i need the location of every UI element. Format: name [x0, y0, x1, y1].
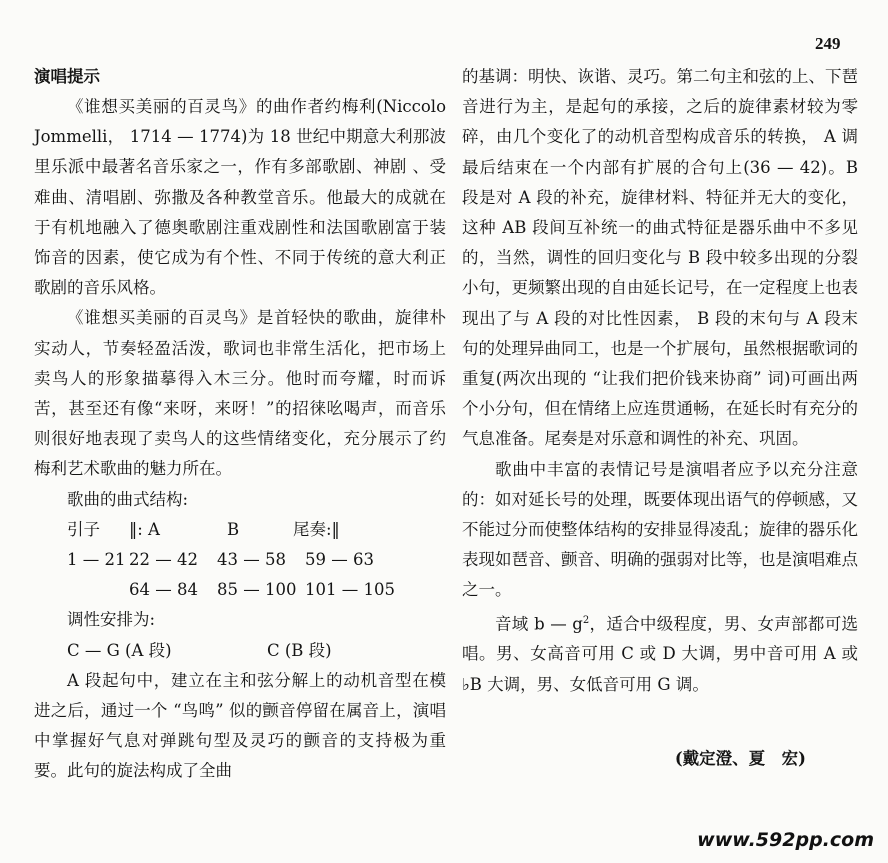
- paragraph-expression: 歌曲中丰富的表情记号是演唱者应予以充分注意的：如对延长号的处理，既要体现出语气的停顿感，又不能过分而使整体结构的安排显得凌乱；旋律的器乐化表现如琶音、颤音、明确的强弱对比等，也是演唱难点之一。: [462, 459, 858, 600]
- page-number: 249: [815, 34, 841, 53]
- structure-row: 1 — 21 22 — 42 43 — 58 59 — 63: [67, 550, 374, 570]
- structure-title: 歌曲的曲式结构:: [67, 489, 189, 509]
- watermark: www.592pp.com: [697, 829, 874, 851]
- section-heading: 演唱提示: [34, 67, 100, 86]
- key-title: 调性安排为:: [67, 610, 156, 630]
- form-structure: [34, 485, 446, 666]
- paragraph-range: 音域 b — $g^2$，适合中级程度，男、女声部都可选唱。男、女高音可用 C 或 D 大调，男中音可用 A 或 ♭B 大调，男、女低音可用 G 调。: [462, 614, 859, 694]
- paragraph-composer: 《谁想买美丽的百灵鸟》的曲作者约梅利(Niccolo Jommelli， 1714 — 1774)为 18 世纪中期意大利那波里乐派中最著名音乐家之一，作有多部歌剧、神剧 、受难曲、清唱剧、弥撒及各种教堂音乐。他最大的成就在于有机地融入了德奥歌剧注重戏剧性和法国歌剧富于装饰音的因素，使它成为有个性、不同于传统的意大利正歌剧的音乐风格。: [34, 97, 446, 298]
- key-row: C — G (A 段) C (B 段): [67, 640, 332, 660]
- left-column: [34, 62, 446, 787]
- structure-row: 引子 ‖: A B 尾奏:‖: [67, 519, 340, 539]
- right-column: [462, 62, 858, 774]
- paragraph-song-character: 《谁想买美丽的百灵鸟》是首轻快的歌曲，旋律朴实动人，节奏轻盈活泼，歌词也非常生活化，把市场上卖鸟人的形象描摹得入木三分。他时而夸耀，时而诉苦，甚至还有像“来呀，来呀！”的招徕吆喝声，而音乐则很好地表现了卖鸟人的这些情绪变化，充分展示了约梅利艺术歌曲的魅力所在。: [34, 308, 446, 479]
- paragraph-section-a: A 段起句中，建立在主和弦分解上的动机音型在模进之后，通过一个 “鸟鸣” 似的颤音停留在属音上，演唱中掌握好气息对弹跳句型及灵巧的颤音的支持极为重要。此句的旋法构成了全曲: [34, 670, 446, 781]
- author-signature: (戴定澄、夏 宏): [674, 748, 806, 768]
- paragraph-analysis: 的基调：明快、诙谐、灵巧。第二句主和弦的上、下琶音进行为主，是起句的承接，之后的旋律素材较为零碎，由几个变化了的动机音型构成音乐的转换， A 调最后结束在一个内部有扩展的合句上(36 — 42)。B 段是对 A 段的补充，旋律材料、特征并无大的变化，这种 AB 段间互补统一的曲式特征是器乐曲中不多见的，当然，调性的回归变化与 B 段中较多出现的分裂小句，更频繁出现的自由延长记号，在一定程度上也表现出了与 A 段的对比性因素， B 段的末句与 A 段末句的处理异曲同工，也是一个扩展句，虽然根据歌词的重复(两次出现的 “让我们把价钱来协商” 词)可画出两个小分句，但在情绪上应连贯通畅，在延长时有充分的气息准备。尾奏是对乐意和调性的补充、巩固。: [462, 67, 858, 449]
- structure-row: 64 — 84 85 — 100 101 — 105: [129, 580, 395, 600]
